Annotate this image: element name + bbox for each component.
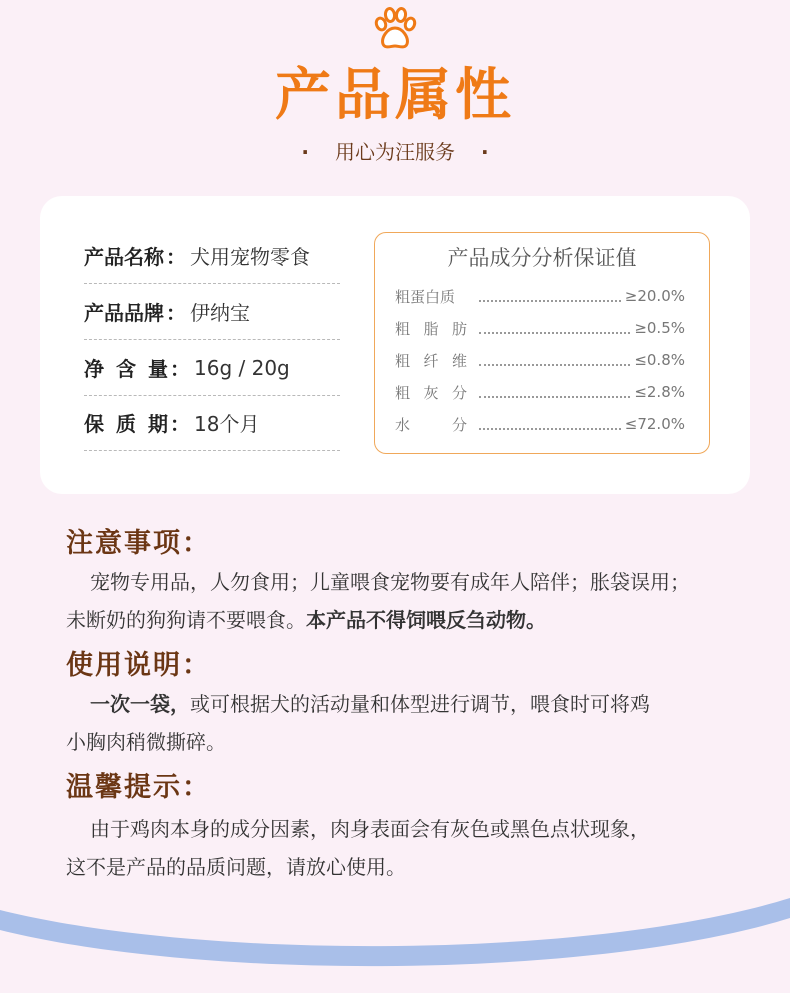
usage-heading: 使用说明： <box>66 650 211 681</box>
dotted-leader <box>479 395 630 398</box>
analysis-row <box>395 347 685 373</box>
dotted-leader <box>479 427 621 430</box>
notes-line1: 宠物专用品，人勿食用；儿童喂食宠物要有成年人陪伴；胀袋误用； <box>90 570 690 594</box>
analysis-value: ≤72.0% <box>624 415 685 433</box>
analysis-row <box>395 283 685 309</box>
attr-sep: ： <box>170 412 190 436</box>
tips-line1: 由于鸡肉本身的成分因素，肉身表面会有灰色或黑色点状现象， <box>90 817 650 841</box>
analysis-name: 粗灰分 <box>395 383 467 402</box>
page-subtitle <box>0 138 790 166</box>
tips-heading: 温馨提示： <box>66 772 211 803</box>
attr-value: 伊纳宝 <box>190 301 250 325</box>
notes-paragraph <box>66 563 756 639</box>
attr-key: 产品品牌 <box>84 301 164 325</box>
dotted-leader <box>479 331 630 334</box>
analysis-row <box>395 411 685 437</box>
subtitle-text: 用心为汪服务 <box>335 140 455 164</box>
bottom-wave-decoration <box>0 880 790 993</box>
usage-text1: 或可根据犬的活动量和体型进行调节，喂食时可将鸡 <box>190 692 650 716</box>
dotted-leader <box>479 363 630 366</box>
attr-sep: ： <box>166 301 186 325</box>
attr-sep: ： <box>166 245 186 269</box>
attr-key: 净含量 <box>84 357 168 381</box>
paw-print-icon <box>372 6 418 52</box>
attr-value: 18个月 <box>194 412 260 436</box>
tips-paragraph <box>66 810 756 886</box>
notes-heading: 注意事项： <box>66 528 211 559</box>
analysis-title: 产品成分分析保证值 <box>447 246 637 270</box>
analysis-value: ≥20.0% <box>624 287 685 305</box>
usage-paragraph <box>66 685 756 761</box>
subtitle-dot-left: · <box>301 140 309 164</box>
analysis-box <box>374 232 710 454</box>
attr-sep: ： <box>170 357 190 381</box>
analysis-name: 水分 <box>395 415 467 434</box>
analysis-name: 粗蛋白质 <box>395 287 456 306</box>
attr-key: 产品名称 <box>84 245 164 269</box>
tips-line2: 这不是产品的品质问题，请放心使用。 <box>66 855 406 879</box>
analysis-value: ≥0.5% <box>634 319 685 337</box>
analysis-row <box>395 379 685 405</box>
attr-value: 16g / 20g <box>194 355 290 380</box>
page-title: 产品属性 <box>275 63 515 128</box>
notes-warning: 本产品不得饲喂反刍动物。 <box>306 608 546 632</box>
attr-row-net-content <box>84 340 340 396</box>
attr-row-shelf-life <box>84 395 340 451</box>
usage-bold: 一次一袋， <box>90 692 190 716</box>
analysis-name: 粗纤维 <box>395 351 467 370</box>
analysis-row <box>395 315 685 341</box>
attr-row-brand <box>84 284 340 340</box>
usage-text2: 小胸肉稍微撕碎。 <box>66 730 226 754</box>
subtitle-dot-right: · <box>481 140 489 164</box>
analysis-value: ≤2.8% <box>634 383 685 401</box>
attr-key: 保质期 <box>84 412 168 436</box>
analysis-name: 粗脂肪 <box>395 319 467 338</box>
attr-row-name <box>84 228 340 284</box>
notes-line2: 未断奶的狗狗请不要喂食。 <box>66 608 306 632</box>
attribute-card <box>40 196 750 494</box>
analysis-value: ≤0.8% <box>634 351 685 369</box>
dotted-leader <box>479 299 621 302</box>
attr-value: 犬用宠物零食 <box>190 245 310 269</box>
